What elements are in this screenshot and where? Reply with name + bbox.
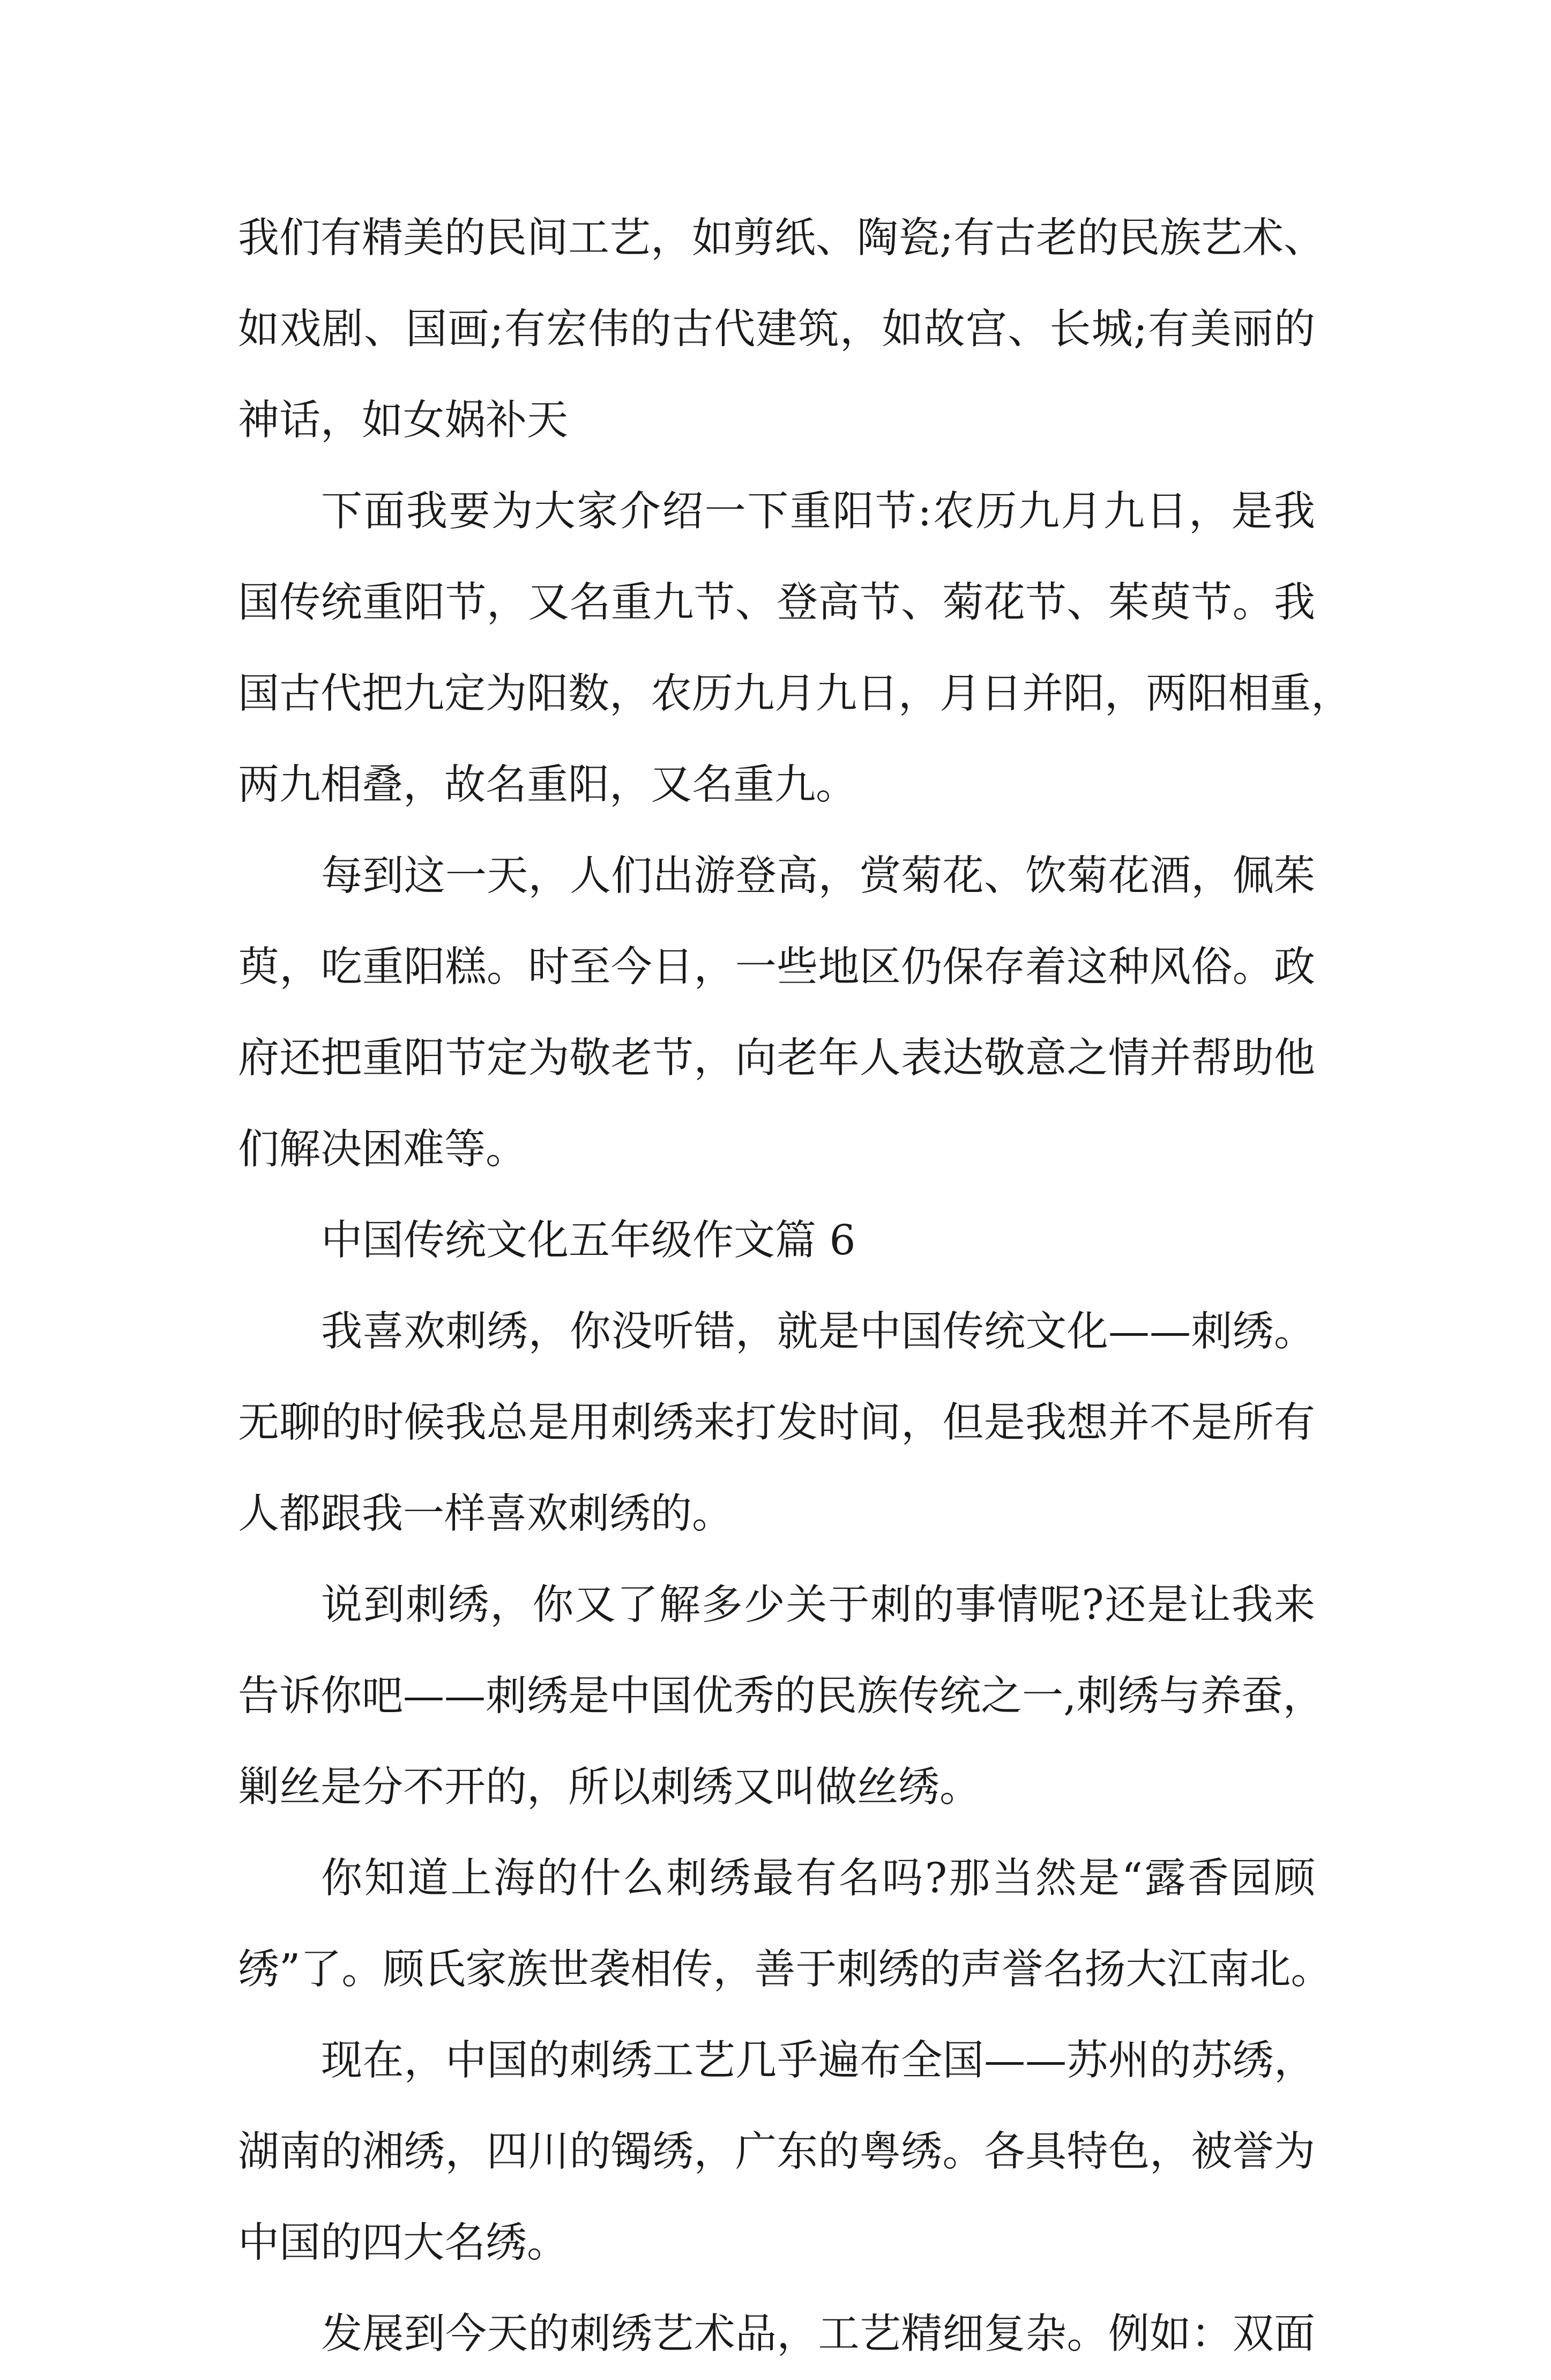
text-line: 两九相叠，故名重阳，又名重九。	[238, 761, 857, 809]
text-line: 如戏剧、国画;有宏伟的古代建筑，如故宫、长城;有美丽的	[238, 306, 1315, 353]
text-line: 无聊的时候我总是用刺绣来打发时间，但是我想并不是所有	[238, 1399, 1315, 1447]
text-line: 中国的四大名绣。	[238, 2219, 568, 2267]
text-line: 湖南的湘绣，四川的镯绣，广东的粤绣。各具特色，被誉为	[238, 2128, 1315, 2176]
text-line: 发展到今天的刺绣艺术品，工艺精细复杂。例如：双面	[321, 2310, 1315, 2358]
text-line: 说到刺绣，你又了解多少关于刺的事情呢?还是让我来	[321, 1581, 1315, 1629]
section-heading	[238, 1195, 1315, 1286]
paragraph	[238, 1560, 1324, 1833]
text-line: 我们有精美的民间工艺，如剪纸、陶瓷;有古老的民族艺术、	[238, 214, 1325, 262]
document-body	[238, 193, 1352, 2380]
paragraph	[238, 2015, 1315, 2289]
paragraph	[238, 1286, 1315, 1560]
text-line: 人都跟我一样喜欢刺绣的。	[238, 1490, 733, 1538]
paragraph	[238, 831, 1315, 1195]
text-line: 你知道上海的什么刺绣最有名吗?那当然是“露香园顾	[321, 1855, 1315, 1902]
text-line: 国传统重阳节，又名重九节、登高节、菊花节、茱萸节。我	[238, 579, 1315, 627]
text-line: 国古代把九定为阳数，农历九月九日，月日并阳，两阳相重，	[238, 670, 1352, 718]
text-line: 府还把重阳节定为敬老节，向老年人表达敬意之情并帮助他	[238, 1035, 1315, 1082]
text-line: 下面我要为大家介绍一下重阳节:农历九月九日，是我	[321, 488, 1315, 536]
text-line: 绣”了。顾氏家族世袭相传，善于刺绣的声誉名扬大江南北。	[238, 1946, 1332, 1994]
paragraph	[238, 2289, 1315, 2380]
text-line: 告诉你吧——刺绣是中国优秀的民族传统之一,刺绣与养蚕，	[238, 1672, 1324, 1720]
heading-line: 中国传统文化五年级作文篇 6	[321, 1217, 856, 1265]
text-line: 每到这一天，人们出游登高，赏菊花、饮菊花酒，佩茱	[321, 852, 1315, 900]
text-line: 剿丝是分不开的，所以刺绣又叫做丝绣。	[238, 1764, 981, 1811]
text-line: 神话，如女娲补天	[238, 397, 568, 444]
text-line: 们解决困难等。	[238, 1126, 527, 1173]
paragraph	[238, 466, 1352, 831]
text-line: 现在，中国的刺绣工艺几乎遍布全国——苏州的苏绣，	[321, 2037, 1315, 2085]
paragraph	[238, 1833, 1332, 2015]
text-line: 我喜欢刺绣，你没听错，就是中国传统文化——刺绣。	[321, 1308, 1315, 1356]
paragraph	[238, 193, 1325, 466]
text-line: 萸，吃重阳糕。时至今日，一些地区仍保存着这种风俗。政	[238, 943, 1315, 991]
